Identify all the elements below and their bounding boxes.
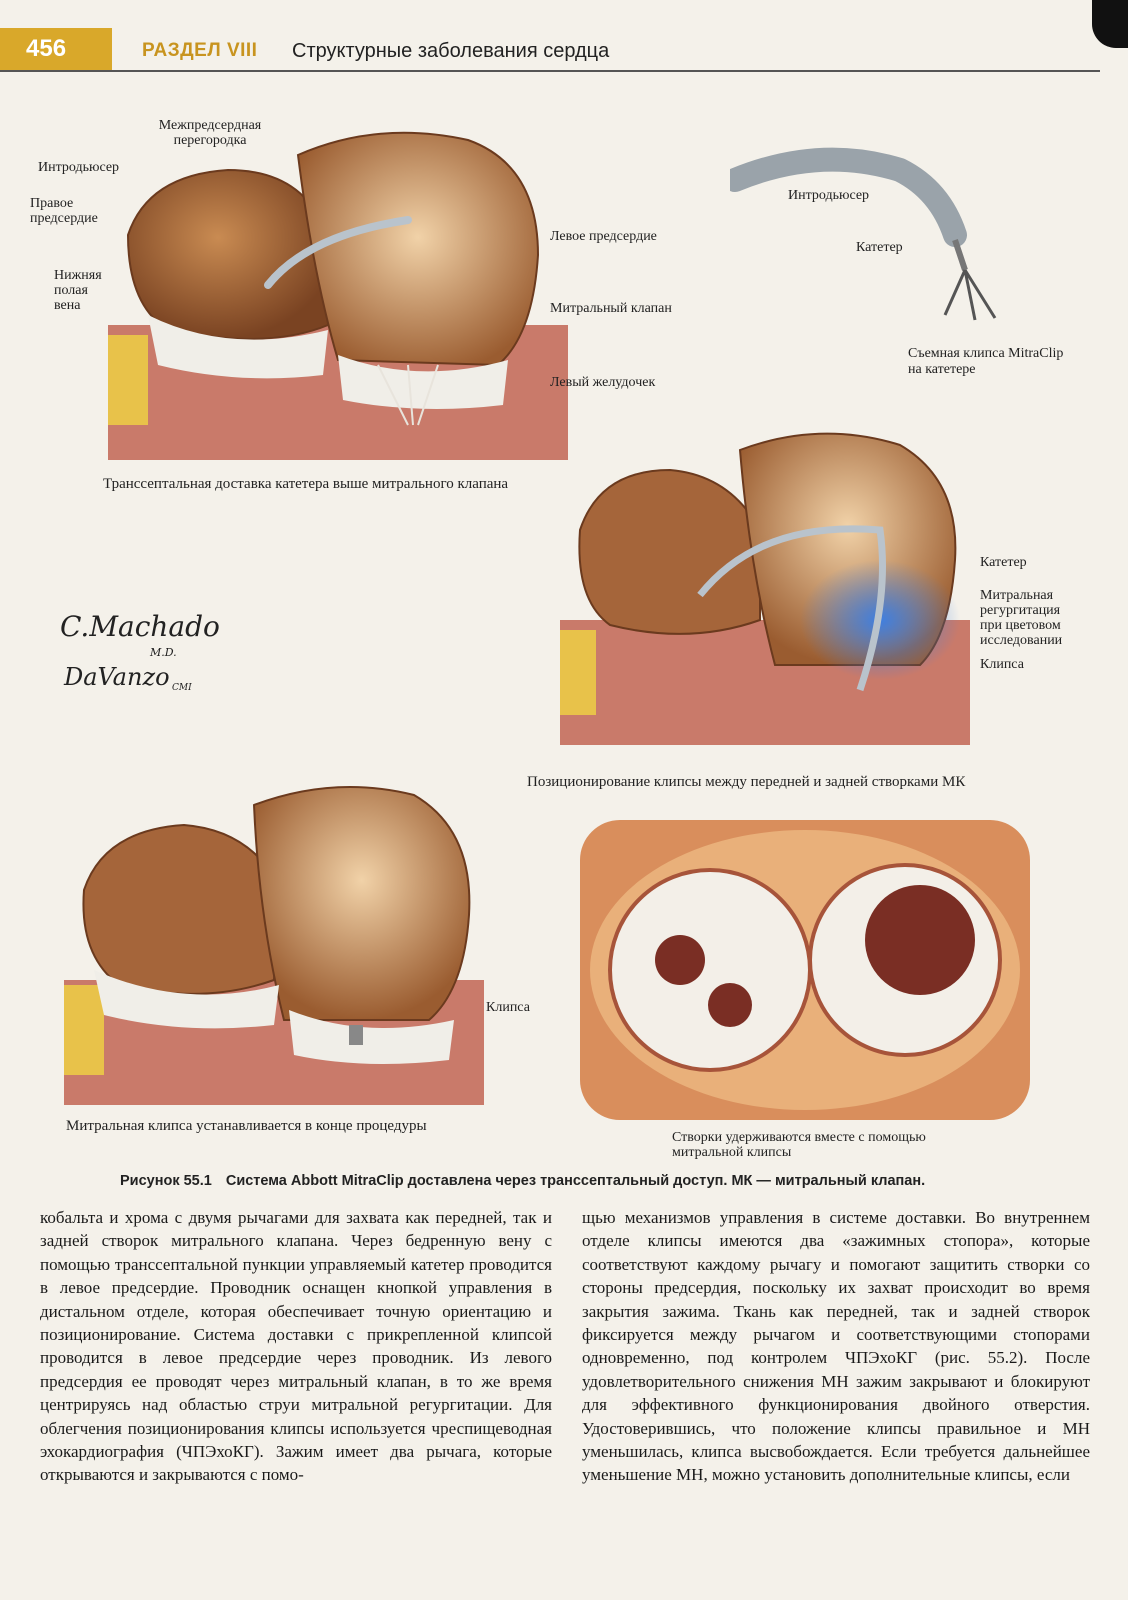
section-label: РАЗДЕЛ VIII bbox=[142, 40, 258, 61]
artist-signature-1: C.Machado bbox=[60, 610, 220, 643]
label-ivc: Нижняя полая вена bbox=[54, 268, 102, 313]
section-title: Структурные заболевания сердца bbox=[292, 40, 610, 62]
p3-label-clip: Клипса bbox=[486, 1000, 530, 1015]
heart-illustration-clip-placed bbox=[64, 770, 484, 1105]
p4-caption-line1: Створки удерживаются вместе с помощью bbox=[672, 1130, 926, 1145]
header-rule bbox=[0, 70, 1100, 72]
p4-caption-line2: митральной клипсы bbox=[672, 1145, 792, 1160]
p2-label-catheter: Катетер bbox=[980, 555, 1027, 570]
body-column-right bbox=[582, 1206, 1090, 1487]
p2-label-regurg-2: регургитация bbox=[980, 603, 1061, 618]
label-right-atrium: Правое предсердие bbox=[30, 196, 98, 226]
p2-label-regurg-4: исследовании bbox=[980, 633, 1063, 648]
device-label-catheter: Катетер bbox=[856, 240, 903, 255]
body-column-left bbox=[40, 1206, 552, 1487]
heart-illustration-positioning bbox=[560, 420, 970, 745]
page-corner-shadow bbox=[1092, 0, 1128, 48]
p2-label-clip: Клипса bbox=[980, 657, 1024, 672]
body-paragraph-right: щью механизмов управления в системе доставки. Во внутреннем отделе клипсы имеются два «зажимных стопора», которые соответствуют каждому рычагу и помогают защитить створки со стороны предсердия, поскольку их захват происходит во время закрытия зажима. Ткань как передней, так и задней створок фиксируется между рычагом и соответствующими стопорами одновременно, под контролем ЧПЭхоКГ (рис. 55.2). После удовлетворительного снижения МН зажим закрывают и блокируют для эффективного функционирования двойного отверстия. Удостоверившись, что положение клипсы правильное и МН уменьшилась, клипса высвобождается. Если требуется дальнейшее уменьшение МН, можно установить дополнительные клипсы, если bbox=[582, 1208, 1090, 1485]
p2-label-regurg-3: при цветовом bbox=[980, 618, 1061, 633]
device-caption-line2: на катетере bbox=[908, 362, 976, 377]
device-caption-line1: Съемная клипса MitraClip bbox=[908, 346, 1064, 361]
body-paragraph-left: кобальта и хрома с двумя рычагами для захвата как передней, так и задней створок митрального клапана. Через бедренную вену с помощью транссептальной пункции управляемый катетер проводится в левое предсердие. Проводник оснащен кнопкой управления в дистальном отделе, которая обеспечивает точную ориентацию и позиционирование. Система доставки с прикрепленной клипсой проводится в левое предсердие через проводник. Из левого предсердия ее проводят через митральный клапан, в то же время центрируясь над областью струи митральной регургитации. Для облегчения позиционирования клипсы используется чреспищеводная эхокардиография (ЧПЭхоКГ). Зажим имеет два рычага, которые открываются и закрываются с помо- bbox=[40, 1208, 552, 1485]
heart-illustration-transseptal bbox=[108, 115, 568, 460]
valve-top-view-illustration bbox=[580, 820, 1030, 1120]
caption-panel1: Транссептальная доставка катетера выше митрального клапана bbox=[103, 476, 509, 492]
mitraclip-device-illustration bbox=[730, 140, 1030, 330]
artist-signature-2: DaVanzo bbox=[64, 663, 170, 691]
p2-label-regurg-1: Митральная bbox=[980, 588, 1054, 603]
artist-signature-2-sub: CMI bbox=[172, 683, 192, 693]
device-label-introducer: Интродьюсер bbox=[788, 188, 870, 203]
figure-number: Рисунок 55.1 bbox=[120, 1173, 212, 1189]
label-introducer: Интродьюсер bbox=[38, 160, 120, 175]
caption-panel3: Митральная клипса устанавливается в конце процедуры bbox=[66, 1118, 427, 1134]
label-left-atrium: Левое предсердие bbox=[550, 229, 657, 244]
label-left-ventricle: Левый желудочек bbox=[550, 375, 656, 390]
figure-caption-text: Система Abbott MitraClip доставлена через транссептальный доступ. МК — митральный клапан. bbox=[225, 1173, 926, 1189]
caption-panel2: Позиционирование клипсы между передней и задней створками МК bbox=[527, 774, 966, 790]
page-number: 456 bbox=[0, 28, 112, 70]
artist-signature-1-sub: M.D. bbox=[150, 646, 177, 659]
label-mitral-valve: Митральный клапан bbox=[550, 301, 672, 316]
label-interatrial-septum: Межпредсердная перегородка bbox=[158, 118, 262, 148]
figure-caption bbox=[120, 1173, 1060, 1189]
